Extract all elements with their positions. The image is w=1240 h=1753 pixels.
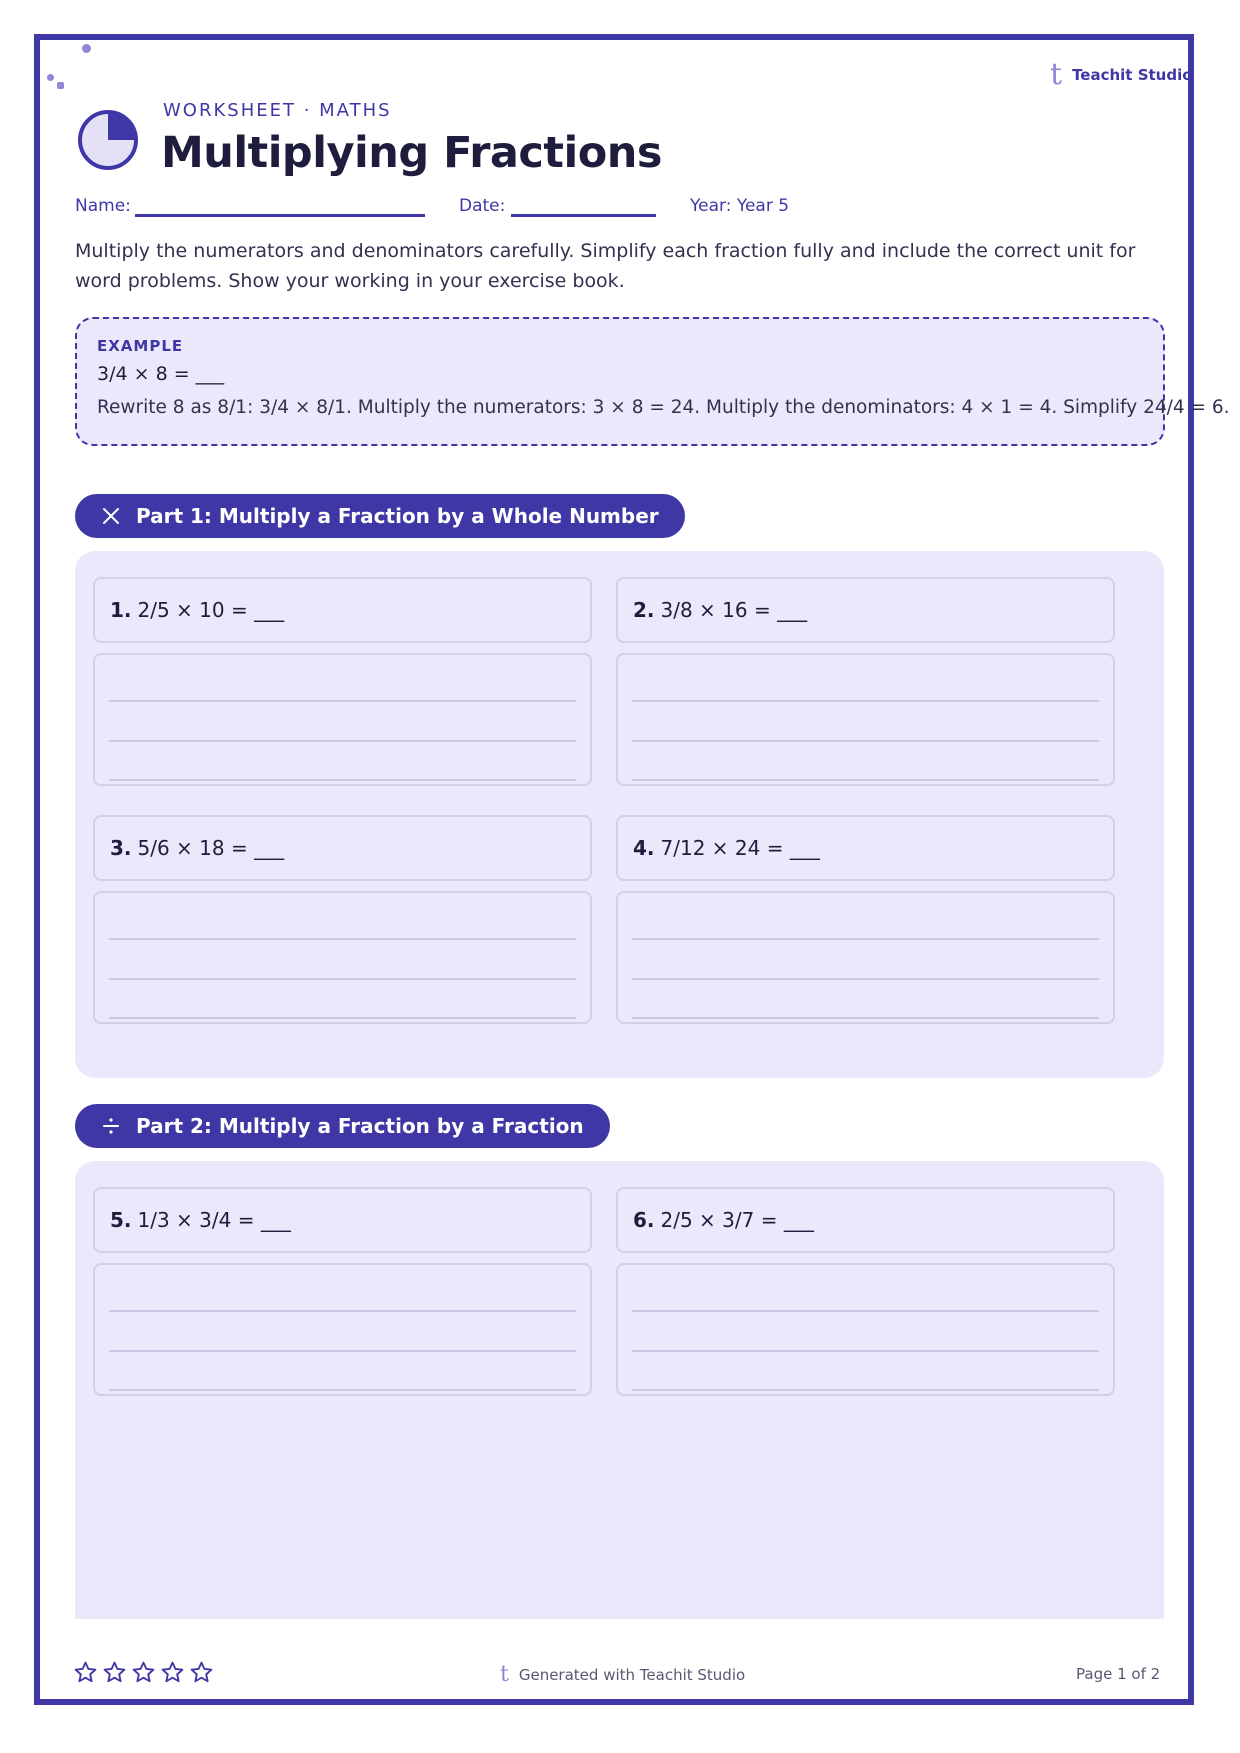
question-text: 2/5 × 10 = ___	[137, 598, 285, 622]
question-text: 3/8 × 16 = ___	[660, 598, 808, 622]
writing-line	[632, 978, 1099, 980]
example-question: 3/4 × 8 = ___	[97, 363, 225, 385]
writing-line	[109, 700, 576, 702]
question-number: 5.	[110, 1208, 132, 1232]
question-text: 2/5 × 3/7 = ___	[660, 1208, 814, 1232]
writing-line	[632, 740, 1099, 742]
date-field[interactable]	[511, 214, 656, 217]
question-6	[616, 1187, 1115, 1253]
question-text: 5/6 × 18 = ___	[137, 836, 285, 860]
decorative-dot	[57, 82, 64, 89]
example-box	[75, 317, 1230, 446]
star-icon[interactable]	[160, 1660, 185, 1685]
star-icon[interactable]	[102, 1660, 127, 1685]
example-label: EXAMPLE	[97, 337, 184, 355]
footer-credit	[500, 1664, 745, 1686]
date-label: Date:	[459, 196, 506, 216]
question-number: 4.	[633, 836, 655, 860]
writing-line	[109, 779, 576, 781]
writing-line	[109, 938, 576, 940]
part-1-header	[75, 494, 685, 538]
question-number: 2.	[633, 598, 655, 622]
name-field[interactable]	[135, 214, 425, 217]
brand-mark: t	[1050, 57, 1063, 92]
decorative-dot	[82, 44, 91, 53]
pie-chart-icon	[76, 108, 140, 172]
question-number: 1.	[110, 598, 132, 622]
writing-line	[632, 938, 1099, 940]
multiply-icon	[100, 505, 122, 527]
star-rating	[73, 1660, 214, 1685]
footer-brand-mark: t	[500, 1662, 509, 1687]
brand-name: Teachit Studio	[1072, 66, 1193, 84]
year-label: Year: Year 5	[690, 196, 790, 216]
writing-line	[632, 1350, 1099, 1352]
writing-line	[109, 1017, 576, 1019]
star-icon[interactable]	[189, 1660, 214, 1685]
question-1	[93, 577, 592, 643]
answer-area-3[interactable]	[93, 891, 592, 1024]
question-3	[93, 815, 592, 881]
part-2-header	[75, 1104, 610, 1148]
writing-line	[109, 740, 576, 742]
footer-generated-text: Generated with Teachit Studio	[518, 1666, 746, 1684]
writing-line	[632, 1017, 1099, 1019]
writing-line	[109, 978, 576, 980]
question-5	[93, 1187, 592, 1253]
question-2	[616, 577, 1115, 643]
worksheet-kicker: WORKSHEET · MATHS	[163, 100, 392, 121]
answer-area-5[interactable]	[93, 1263, 592, 1396]
star-icon[interactable]	[73, 1660, 98, 1685]
writing-line	[109, 1350, 576, 1352]
question-4	[616, 815, 1115, 881]
writing-line	[632, 700, 1099, 702]
answer-area-6[interactable]	[616, 1263, 1115, 1396]
decorative-dot	[47, 74, 54, 81]
answer-area-1[interactable]	[93, 653, 592, 786]
part-2-panel	[75, 1161, 1164, 1619]
answer-area-4[interactable]	[616, 891, 1115, 1024]
divide-icon	[100, 1115, 122, 1137]
example-answer: Rewrite 8 as 8/1: 3/4 × 8/1. Multiply the numerators: 3 × 8 = 24. Multiply the denominators: 4 × 1 = 4. Simplify 24/4 = 6.	[97, 397, 1230, 418]
page-title: Multiplying Fractions	[161, 128, 662, 178]
question-text: 7/12 × 24 = ___	[660, 836, 820, 860]
question-number: 6.	[633, 1208, 655, 1232]
question-number: 3.	[110, 836, 132, 860]
question-text: 1/3 × 3/4 = ___	[137, 1208, 291, 1232]
star-icon[interactable]	[131, 1660, 156, 1685]
page-number: Page 1 of 2	[1076, 1665, 1161, 1683]
answer-area-2[interactable]	[616, 653, 1115, 786]
part-1-panel	[75, 551, 1164, 1078]
writing-line	[109, 1389, 576, 1391]
writing-line	[109, 1310, 576, 1312]
part-1-label: Part 1: Multiply a Fraction by a Whole Number	[136, 504, 659, 528]
brand-logo	[1050, 57, 1193, 92]
writing-line	[632, 1389, 1099, 1391]
instructions-text: Multiply the numerators and denominators carefully. Simplify each fraction fully and include the correct unit for word problems. Show your working in your exercise book.	[75, 240, 1136, 292]
writing-line	[632, 779, 1099, 781]
name-label: Name:	[75, 196, 131, 216]
part-2-label: Part 2: Multiply a Fraction by a Fraction	[136, 1114, 584, 1138]
writing-line	[632, 1310, 1099, 1312]
